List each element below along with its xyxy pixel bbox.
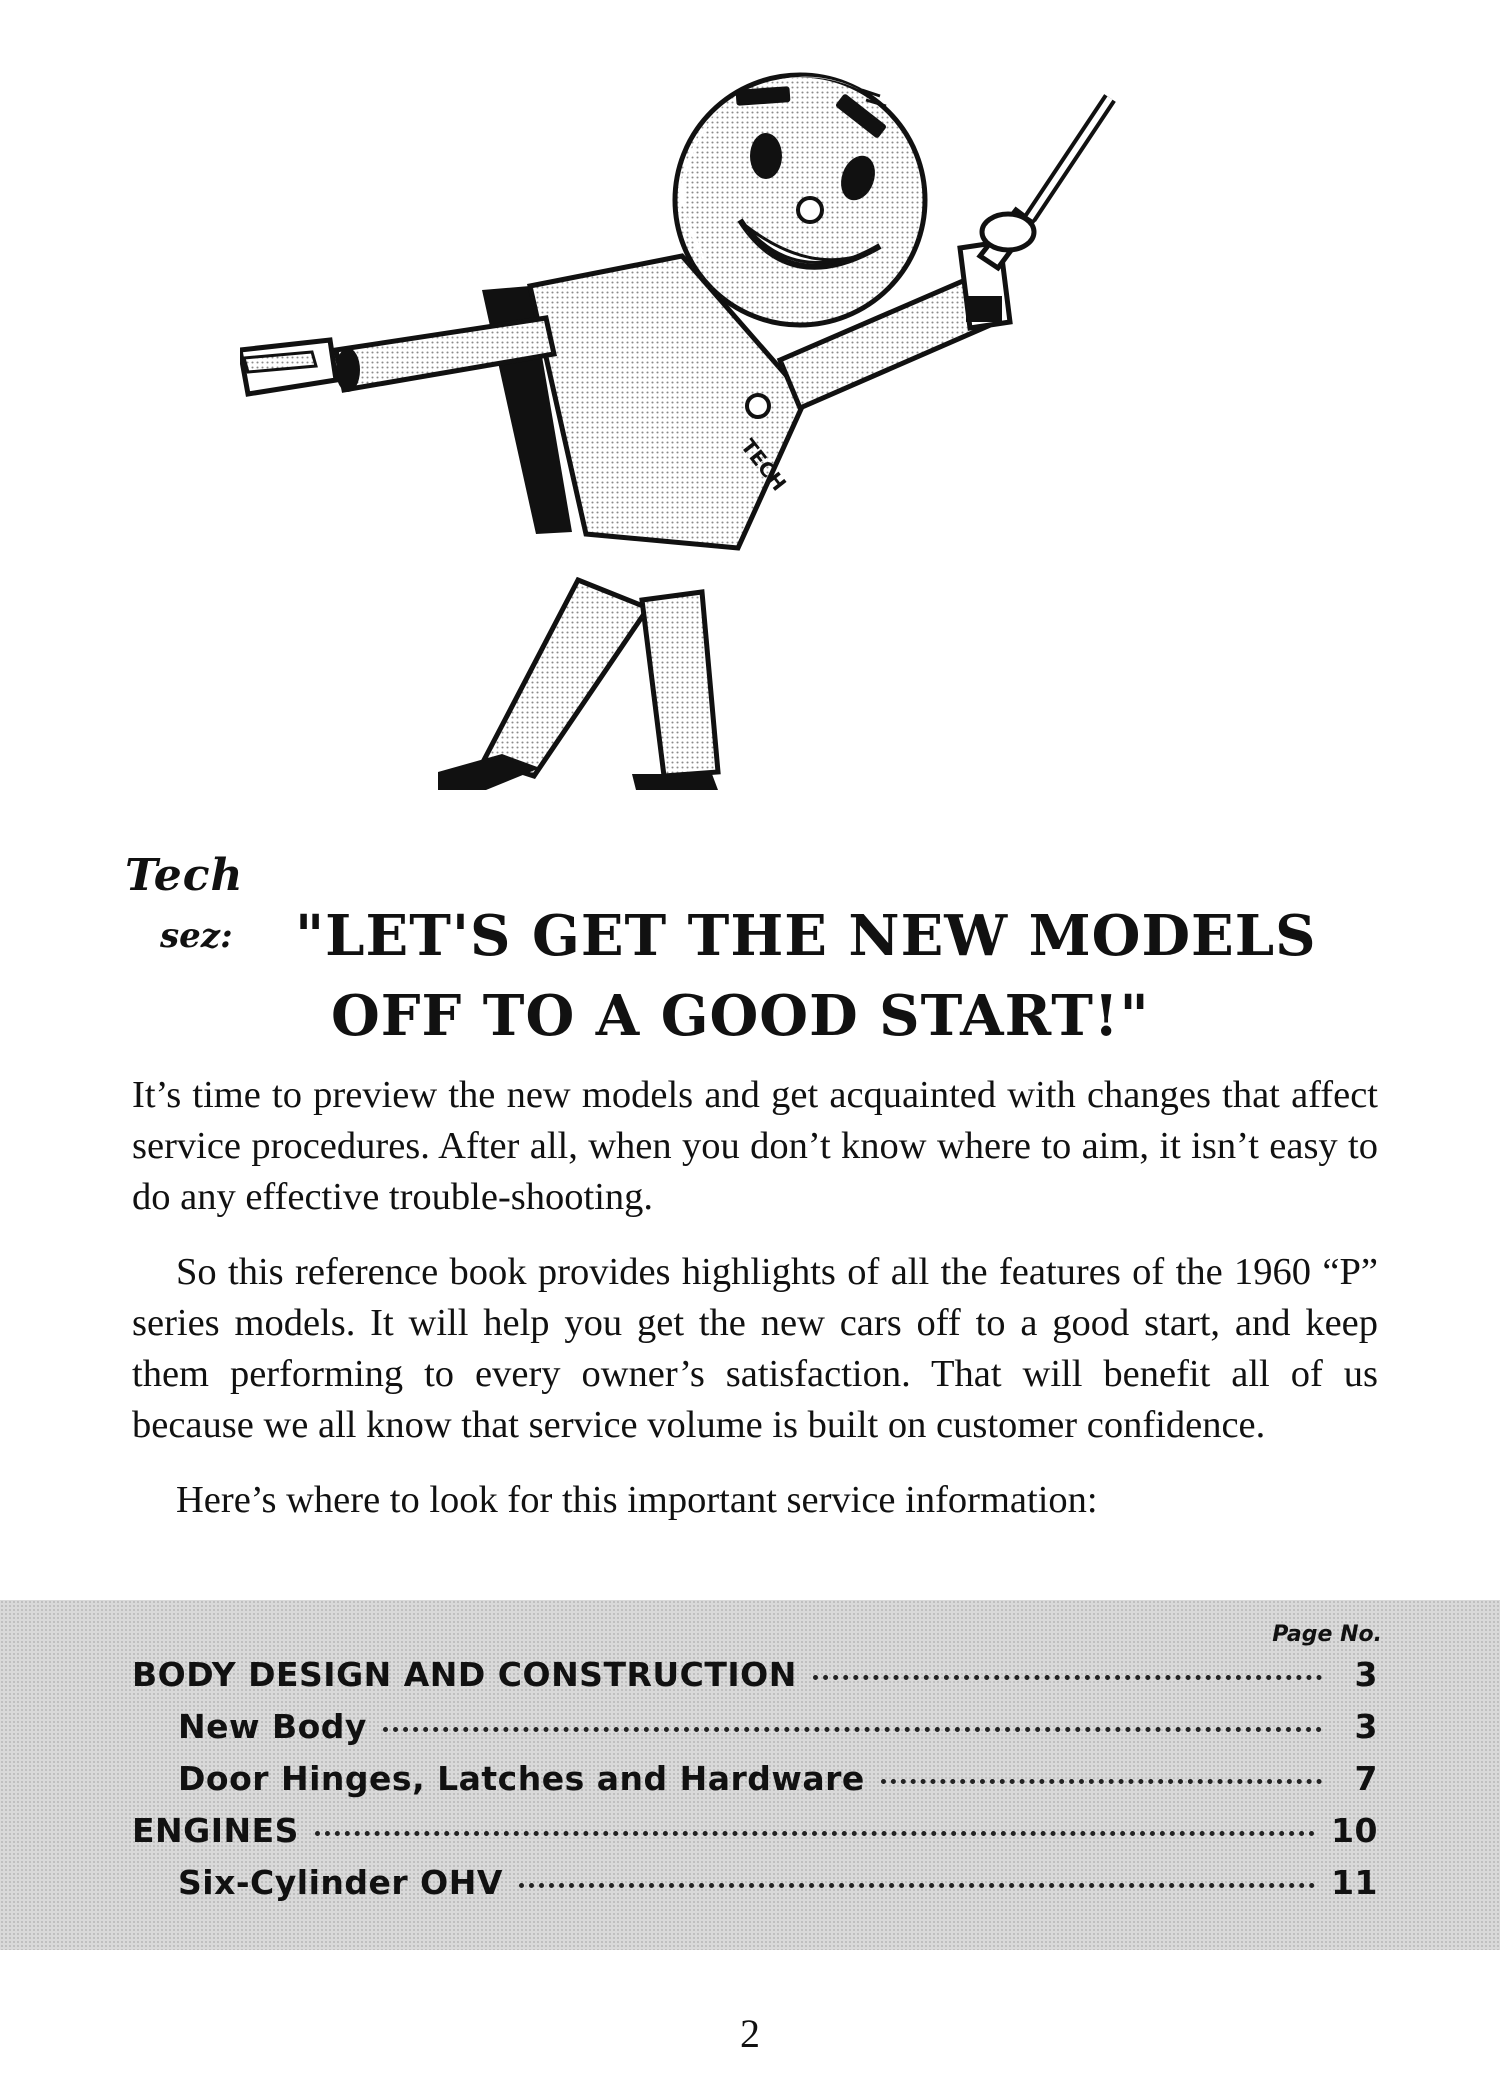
toc-dot-leader bbox=[813, 1675, 1322, 1680]
paragraph-3: Here’s where to look for this important service information: bbox=[176, 1479, 1098, 1521]
toc-entry-engines[interactable] bbox=[132, 1811, 1378, 1863]
revolver-icon bbox=[980, 98, 1110, 268]
mascot-left-leg bbox=[632, 592, 718, 790]
chest-badge-icon bbox=[747, 395, 769, 417]
toc-entry-page: 7 bbox=[1354, 1759, 1378, 1798]
mascot-head bbox=[675, 75, 925, 325]
toc-list bbox=[132, 1655, 1378, 1915]
toc-entry-door-hinges[interactable] bbox=[132, 1759, 1378, 1811]
toc-entry-page: 11 bbox=[1331, 1863, 1378, 1902]
toc-entry-body-design[interactable] bbox=[132, 1655, 1378, 1707]
toc-dot-leader bbox=[519, 1883, 1315, 1888]
toc-entry-page: 10 bbox=[1331, 1811, 1378, 1850]
toc-entry-title: Six-Cylinder OHV bbox=[178, 1863, 503, 1902]
toc-entry-page: 3 bbox=[1354, 1707, 1378, 1746]
paragraph-2: So this reference book provides highlights of all the features of the 1960 “P” series models. It will help you get the new cars off to a good start, and keep them performing to every owner’s satisfaction. That will benefit all of us because we all know that service volume is built on customer confidence. bbox=[132, 1251, 1378, 1446]
mascot-right-leg bbox=[438, 580, 648, 790]
headline-sez: sez: bbox=[160, 916, 233, 956]
headline-speaker: Tech bbox=[125, 850, 244, 901]
toc-entry-title: ENGINES bbox=[132, 1811, 299, 1850]
toc-dot-leader bbox=[881, 1779, 1322, 1784]
toc-entry-six-cylinder[interactable] bbox=[132, 1863, 1378, 1915]
paragraph-1: It’s time to preview the new models and get acquainted with changes that affect service procedures. After all, when you don’t know where to aim, it isn’t easy to do any effective trouble-shooting. bbox=[132, 1074, 1378, 1218]
toc-entry-title: New Body bbox=[178, 1707, 367, 1746]
toc-entry-title: BODY DESIGN AND CONSTRUCTION bbox=[132, 1655, 797, 1694]
toc-entry-title: Door Hinges, Latches and Hardware bbox=[178, 1759, 865, 1798]
headline bbox=[295, 896, 1405, 1056]
toc-entry-page: 3 bbox=[1354, 1655, 1378, 1694]
page-number: 2 bbox=[740, 2011, 760, 2056]
headline-line-1: "LET'S GET THE NEW MODELS bbox=[295, 903, 1317, 969]
toc-dot-leader bbox=[383, 1727, 1322, 1732]
toc-entry-new-body[interactable] bbox=[132, 1707, 1378, 1759]
toc-dot-leader bbox=[315, 1831, 1315, 1836]
tech-mascot-illustration bbox=[240, 60, 1200, 840]
headline-line-2: OFF TO A GOOD START!" bbox=[331, 983, 1150, 1049]
body-text bbox=[132, 1070, 1378, 1550]
chest-badge-text: TECH bbox=[736, 434, 792, 496]
toc-page-number-header: Page No. bbox=[1272, 1622, 1382, 1647]
